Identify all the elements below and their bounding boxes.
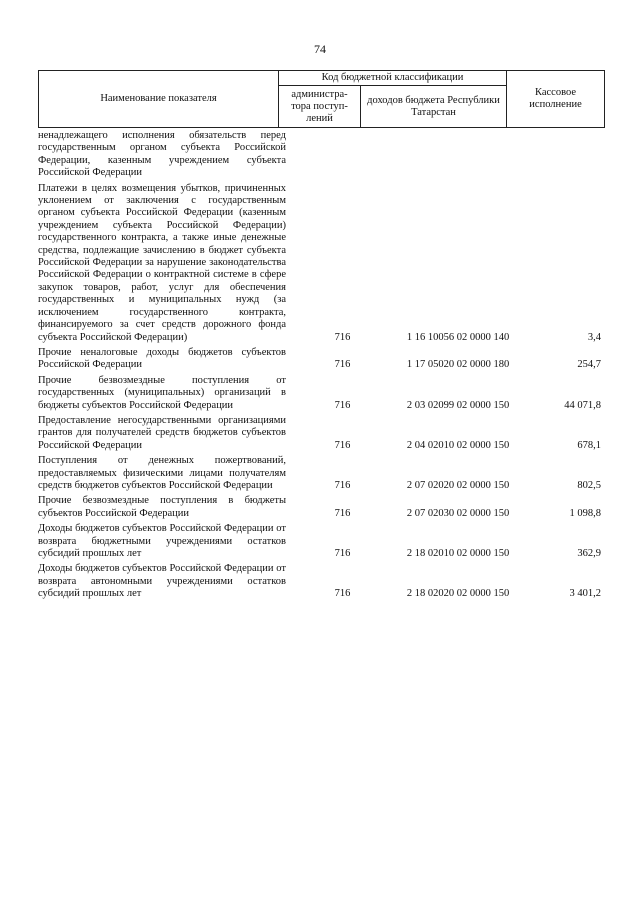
row-admin-code: 716 bbox=[334, 399, 351, 411]
row-name: Поступления от денежных пожертвований, предоставляемых физическими лицами получателям средств бюджетов субъектов Российской Федерации bbox=[38, 455, 286, 491]
table-row bbox=[38, 495, 604, 520]
row-income-code: 2 07 02020 02 0000 150 bbox=[406, 479, 510, 491]
row-income-code: 2 18 02010 02 0000 150 bbox=[406, 548, 510, 559]
row-name: Прочие неналоговые доходы бюджетов субъектов Российской Федерации bbox=[38, 346, 286, 371]
table-row bbox=[38, 130, 604, 180]
row-name: Предоставление негосударственными организациями грантов для получателей средств бюджетов субъектов Российской Федерации bbox=[38, 414, 286, 451]
table-row bbox=[38, 455, 604, 492]
row-income-code: 2 07 02030 02 0000 150 bbox=[406, 507, 510, 519]
row-name: Доходы бюджетов субъектов Российской Федерации от возврата автономными учреждениями остатков субсидий прошлых лет bbox=[38, 563, 286, 600]
row-amount: 44 071,8 bbox=[564, 399, 601, 411]
header-name-column: Наименование показателя bbox=[39, 71, 279, 128]
row-amount: 3 401,2 bbox=[569, 588, 601, 600]
row-amount: 254,7 bbox=[577, 359, 601, 371]
row-name: Прочие безвозмездные поступления в бюджеты субъектов Российской Федерации bbox=[38, 495, 286, 519]
row-income-code: 1 16 10056 02 0000 140 bbox=[406, 331, 510, 343]
row-admin-code: 716 bbox=[334, 548, 351, 559]
row-amount: 678,1 bbox=[577, 439, 601, 451]
row-amount: 3,4 bbox=[587, 331, 601, 343]
row-income-code: 1 17 05020 02 0000 180 bbox=[406, 359, 510, 371]
row-name: Платежи в целях возмещения убытков, причиненных уклонением от заключения с государственным органом субъекта Российской Федерации (казенным учреждением субъекта Российской Федерации) государственного контракта, а также иные денежные средства, подлежащие зачислению в бюджет субъекта Российской Федерации за нарушение законодательства Российской Федерации о контрактной системе в сфере закупок товаров, работ, услуг для обеспечения государственных и муниципальных нужд (за исключением государственного контракта, финансируемого за счет средств дорожного фонда субъекта Российской Федерации) bbox=[38, 182, 286, 343]
table-row bbox=[38, 183, 604, 344]
row-name: Доходы бюджетов субъектов Российской Федерации от возврата бюджетными учреждениями остатков субсидий прошлых лет bbox=[38, 523, 286, 559]
header-cash-execution: Кассовое исполнение bbox=[507, 71, 605, 128]
table-row bbox=[38, 375, 604, 412]
row-amount: 1 098,8 bbox=[569, 507, 601, 519]
row-amount: 362,9 bbox=[577, 548, 601, 559]
row-admin-code: 716 bbox=[334, 359, 351, 371]
table-header bbox=[38, 70, 605, 128]
page-number: 74 bbox=[314, 42, 326, 56]
row-income-code: 2 18 02020 02 0000 150 bbox=[406, 588, 510, 600]
row-admin-code: 716 bbox=[334, 507, 351, 519]
table-row bbox=[38, 523, 604, 560]
table-row bbox=[38, 415, 604, 452]
table-row bbox=[38, 347, 604, 372]
row-amount: 802,5 bbox=[577, 479, 601, 491]
row-admin-code: 716 bbox=[334, 588, 351, 600]
row-income-code: 2 03 02099 02 0000 150 bbox=[406, 399, 510, 411]
row-admin-code: 716 bbox=[334, 331, 351, 343]
row-admin-code: 716 bbox=[334, 439, 351, 451]
row-name: ненадлежащего исполнения обязательств перед государственным органом субъекта Российской Федерации, казенным учреждением субъекта Российской Федерации bbox=[38, 130, 286, 179]
table-body bbox=[38, 130, 604, 601]
header-budget-classification: Код бюджетной классификации bbox=[279, 71, 507, 86]
row-income-code: 2 04 02010 02 0000 150 bbox=[406, 439, 510, 451]
row-name: Прочие безвозмездные поступления от государственных (муниципальных) организаций в бюджеты субъектов Российской Федерации bbox=[38, 374, 286, 411]
header-administrator: администра-тора поступ-лений bbox=[279, 86, 361, 128]
table-row bbox=[38, 563, 604, 600]
row-admin-code: 716 bbox=[334, 479, 351, 491]
header-income-code: доходов бюджета Республики Татарстан bbox=[361, 86, 507, 128]
